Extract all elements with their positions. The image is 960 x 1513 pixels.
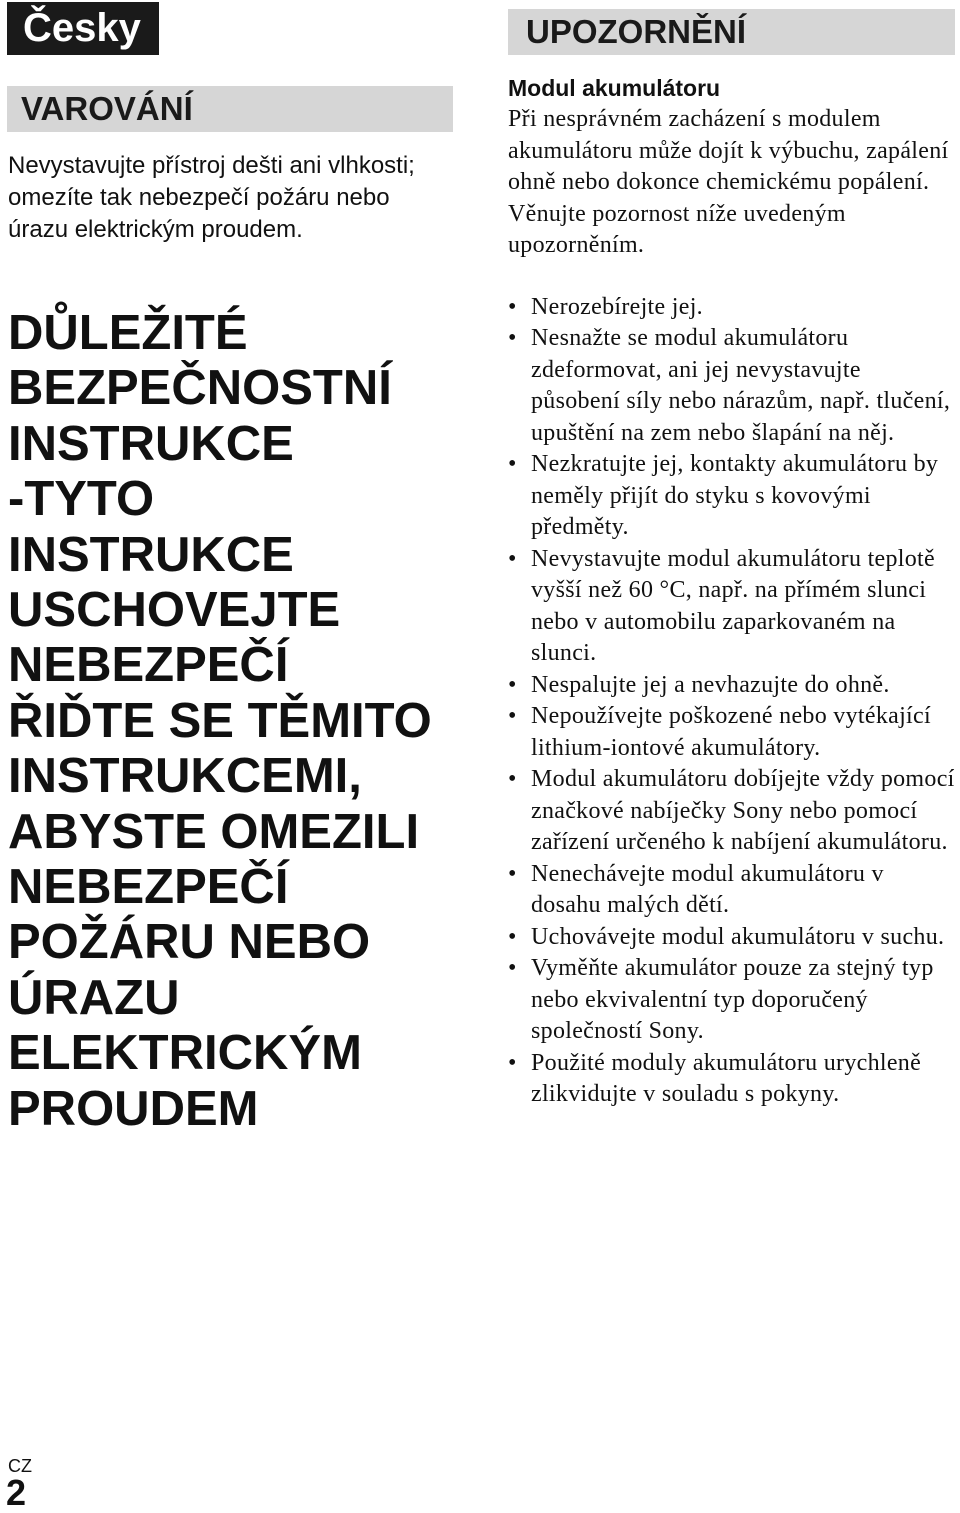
battery-subheading: Modul akumulátoru xyxy=(508,75,721,101)
list-item: • Nevystavujte modul akumulátoru teplotě vyšší než 60 °C, např. na přímém slunci nebo v automobilu zaparkovaném na slunci. xyxy=(508,544,956,670)
list-item: • Použité moduly akumulátoru urychleně zlikvidujte v souladu s pokyny. xyxy=(508,1048,956,1111)
warning-text: Nevystavujte přístroj dešti ani vlhkosti; omezíte tak nebezpečí požáru nebo úrazu elektrickým proudem. xyxy=(8,152,415,243)
battery-caution-list xyxy=(508,292,956,1111)
list-item: • Uchovávejte modul akumulátoru v suchu. xyxy=(508,922,956,954)
caution-section xyxy=(508,72,956,1111)
safety-instructions-title: DŮLEŽITÉ BEZPEČNOSTNÍ INSTRUKCE -TYTO INSTRUKCE USCHOVEJTE NEBEZPEČÍ ŘIĎTE SE TĚMITO INSTRUKCEMI, ABYSTE OMEZILI NEBEZPEČÍ POŽÁRU NEBO ÚRAZU ELEKTRICKÝM PROUDEM xyxy=(8,306,432,1136)
list-item: • Nespalujte jej a nevhazujte do ohně. xyxy=(508,670,956,702)
caution-heading: UPOZORNĚNÍ xyxy=(508,9,955,55)
footer-language-code: CZ xyxy=(8,1456,32,1476)
list-item: • Nenechávejte modul akumulátoru v dosahu malých dětí. xyxy=(508,859,956,922)
warning-heading: VAROVÁNÍ xyxy=(7,86,453,132)
list-item: • Nezkratujte jej, kontakty akumulátoru by neměly přijít do styku s kovovými předměty. xyxy=(508,449,956,544)
battery-intro: Při nesprávném zacházení s modulem akumulátoru může dojít k výbuchu, zapálení ohně nebo dokonce chemickému popálení. Věnujte pozornost níže uvedeným upozorněním. xyxy=(508,106,949,258)
page-number: 2 xyxy=(6,1472,27,1513)
language-tab: Česky xyxy=(7,2,159,55)
list-item: • Vyměňte akumulátor pouze za stejný typ nebo ekvivalentní typ doporučený společností Sony. xyxy=(508,953,956,1048)
list-item: • Nepoužívejte poškozené nebo vytékající lithium-iontové akumulátory. xyxy=(508,701,956,764)
list-item: • Nerozebírejte jej. xyxy=(508,292,956,324)
list-item: • Nesnažte se modul akumulátoru zdeformovat, ani jej nevystavujte působení síly nebo nárazům, např. tlučení, upuštění na zem nebo šlapání na něj. xyxy=(508,323,956,449)
list-item: • Modul akumulátoru dobíjejte vždy pomocí značkové nabíječky Sony nebo pomocí zařízení určeného k nabíjení akumulátoru. xyxy=(508,764,956,859)
